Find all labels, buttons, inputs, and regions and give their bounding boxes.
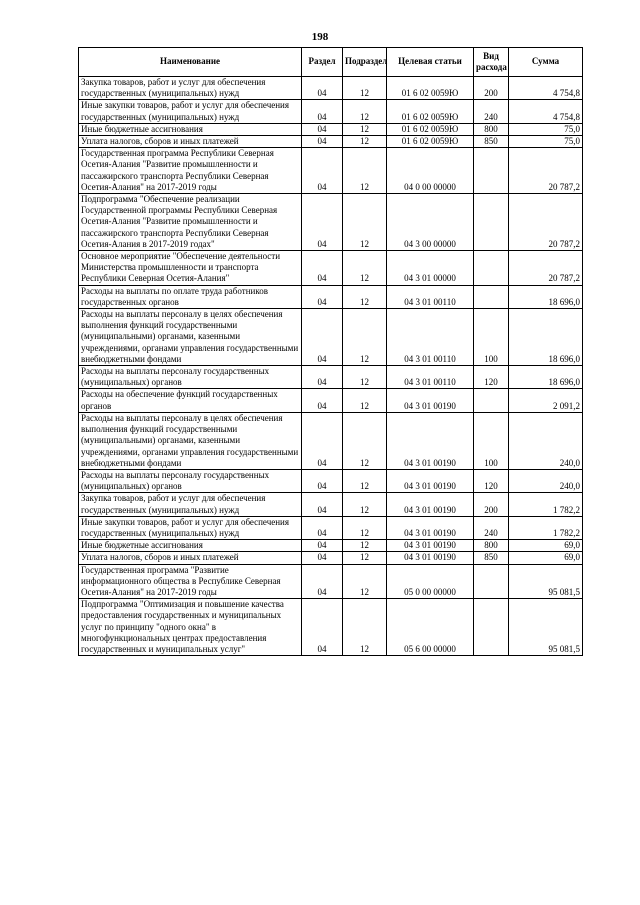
table-row [79, 77, 583, 100]
cell-name: Государственная программа Республики Северная Осетия-Алания "Развитие промышленности и пассажирского транспорта Республики Северная Осетия-Алания" на 2017-2019 годы [79, 148, 302, 194]
cell-section: 04 [302, 285, 343, 308]
cell-type: 120 [474, 469, 509, 492]
cell-subsection: 12 [343, 77, 387, 100]
table-header-row [79, 48, 583, 77]
cell-type: 850 [474, 136, 509, 148]
table-row [79, 564, 583, 599]
header-section: Раздел [302, 48, 343, 77]
cell-name: Расходы на выплаты по оплате труда работников государственных органов [79, 285, 302, 308]
cell-subsection: 12 [343, 599, 387, 656]
cell-target: 04 3 01 00190 [387, 412, 474, 469]
cell-subsection: 12 [343, 309, 387, 366]
cell-subsection: 12 [343, 564, 387, 599]
cell-section: 04 [302, 493, 343, 516]
cell-section: 04 [302, 564, 343, 599]
cell-sum: 240,0 [509, 412, 583, 469]
cell-type: 850 [474, 552, 509, 564]
cell-sum: 69,0 [509, 540, 583, 552]
header-subsection: Подраздел [343, 48, 387, 77]
cell-type: 240 [474, 516, 509, 539]
cell-sum: 240,0 [509, 469, 583, 492]
cell-type [474, 285, 509, 308]
table-row [79, 251, 583, 286]
cell-sum: 4 754,8 [509, 100, 583, 123]
cell-subsection: 12 [343, 251, 387, 286]
cell-target: 01 6 02 0059Ю [387, 77, 474, 100]
cell-sum: 95 081,5 [509, 564, 583, 599]
cell-target: 05 0 00 00000 [387, 564, 474, 599]
table-row [79, 412, 583, 469]
cell-target: 05 6 00 00000 [387, 599, 474, 656]
table-row [79, 493, 583, 516]
cell-name: Расходы на обеспечение функций государственных органов [79, 389, 302, 412]
cell-target: 04 3 00 00000 [387, 194, 474, 251]
table-row [79, 540, 583, 552]
cell-type: 800 [474, 123, 509, 135]
cell-type [474, 148, 509, 194]
cell-type: 100 [474, 412, 509, 469]
cell-sum: 1 782,2 [509, 493, 583, 516]
cell-target: 04 3 01 00190 [387, 552, 474, 564]
cell-target: 04 0 00 00000 [387, 148, 474, 194]
cell-sum: 18 696,0 [509, 285, 583, 308]
cell-section: 04 [302, 309, 343, 366]
table-row [79, 366, 583, 389]
cell-target: 01 6 02 0059Ю [387, 136, 474, 148]
cell-sum: 20 787,2 [509, 194, 583, 251]
cell-section: 04 [302, 412, 343, 469]
cell-sum: 18 696,0 [509, 366, 583, 389]
cell-section: 04 [302, 366, 343, 389]
cell-target: 04 3 01 00110 [387, 285, 474, 308]
table-row [79, 309, 583, 366]
page-number: 198 [311, 31, 329, 43]
table-row [79, 136, 583, 148]
cell-section: 04 [302, 251, 343, 286]
table-row [79, 516, 583, 539]
cell-sum: 18 696,0 [509, 309, 583, 366]
cell-sum: 20 787,2 [509, 251, 583, 286]
cell-name: Расходы на выплаты персоналу в целях обеспечения выполнения функций государственными (муниципальными) органами, казенными учреждениями, органами управления государственными внебюджетными фондами [79, 412, 302, 469]
cell-sum: 4 754,8 [509, 77, 583, 100]
cell-subsection: 12 [343, 366, 387, 389]
table-row [79, 123, 583, 135]
cell-name: Расходы на выплаты персоналу государственных (муниципальных) органов [79, 366, 302, 389]
cell-target: 01 6 02 0059Ю [387, 123, 474, 135]
cell-name: Иные бюджетные ассигнования [79, 123, 302, 135]
cell-name: Основное мероприятие "Обеспечение деятельности Министерства промышленности и транспорта Республики Северная Осетия-Алания" [79, 251, 302, 286]
table-row [79, 552, 583, 564]
cell-subsection: 12 [343, 540, 387, 552]
cell-name: Уплата налогов, сборов и иных платежей [79, 552, 302, 564]
cell-sum: 1 782,2 [509, 516, 583, 539]
cell-section: 04 [302, 77, 343, 100]
cell-section: 04 [302, 194, 343, 251]
cell-name: Иные закупки товаров, работ и услуг для обеспечения государственных (муниципальных) нужд [79, 100, 302, 123]
cell-section: 04 [302, 516, 343, 539]
cell-subsection: 12 [343, 552, 387, 564]
cell-subsection: 12 [343, 123, 387, 135]
cell-section: 04 [302, 100, 343, 123]
cell-name: Иные бюджетные ассигнования [79, 540, 302, 552]
cell-subsection: 12 [343, 493, 387, 516]
cell-type [474, 564, 509, 599]
cell-name: Государственная программа "Развитие информационного общества в Республике Северная Осетия-Алания" на 2017-2019 годы [79, 564, 302, 599]
cell-name: Иные закупки товаров, работ и услуг для обеспечения государственных (муниципальных) нужд [79, 516, 302, 539]
cell-target: 04 3 01 00110 [387, 309, 474, 366]
cell-target: 04 3 01 00190 [387, 493, 474, 516]
cell-name: Расходы на выплаты персоналу государственных (муниципальных) органов [79, 469, 302, 492]
table-row [79, 100, 583, 123]
cell-type: 120 [474, 366, 509, 389]
cell-name: Подпрограмма "Обеспечение реализации Государственной программы Республики Северная Осетия-Алания "Развитие промышленности и пассажирского транспорта Республики Северная Осетия-Алания в 2017-2019 годах" [79, 194, 302, 251]
table-row [79, 194, 583, 251]
cell-name: Расходы на выплаты персоналу в целях обеспечения выполнения функций государственными (муниципальными) органами, казенными учреждениями, органами управления государственными внебюджетными фондами [79, 309, 302, 366]
header-sum: Сумма [509, 48, 583, 77]
cell-sum: 95 081,5 [509, 599, 583, 656]
cell-target: 04 3 01 00000 [387, 251, 474, 286]
cell-subsection: 12 [343, 412, 387, 469]
cell-type: 200 [474, 77, 509, 100]
cell-subsection: 12 [343, 469, 387, 492]
header-name: Наименование [79, 48, 302, 77]
table-row [79, 285, 583, 308]
cell-section: 04 [302, 599, 343, 656]
cell-sum: 20 787,2 [509, 148, 583, 194]
cell-section: 04 [302, 136, 343, 148]
cell-section: 04 [302, 552, 343, 564]
cell-subsection: 12 [343, 516, 387, 539]
cell-type: 240 [474, 100, 509, 123]
cell-subsection: 12 [343, 285, 387, 308]
cell-type [474, 389, 509, 412]
table-row [79, 389, 583, 412]
cell-type: 800 [474, 540, 509, 552]
cell-name: Подпрограмма "Оптимизация и повышение качества предоставления государственных и муниципальных услуг по принципу "одного окна" в многофункциональных центрах предоставления государственных и муниципальных услуг" [79, 599, 302, 656]
cell-type: 200 [474, 493, 509, 516]
cell-subsection: 12 [343, 136, 387, 148]
cell-type: 100 [474, 309, 509, 366]
cell-target: 04 3 01 00190 [387, 469, 474, 492]
cell-section: 04 [302, 148, 343, 194]
cell-subsection: 12 [343, 389, 387, 412]
table-row [79, 148, 583, 194]
cell-type [474, 194, 509, 251]
cell-sum: 75,0 [509, 136, 583, 148]
cell-sum: 69,0 [509, 552, 583, 564]
cell-target: 04 3 01 00110 [387, 366, 474, 389]
header-type: Вид расхода [474, 48, 509, 77]
cell-subsection: 12 [343, 148, 387, 194]
cell-section: 04 [302, 123, 343, 135]
cell-type [474, 599, 509, 656]
cell-sum: 2 091,2 [509, 389, 583, 412]
cell-type [474, 251, 509, 286]
cell-section: 04 [302, 540, 343, 552]
cell-subsection: 12 [343, 100, 387, 123]
cell-target: 01 6 02 0059Ю [387, 100, 474, 123]
cell-section: 04 [302, 389, 343, 412]
cell-name: Закупка товаров, работ и услуг для обеспечения государственных (муниципальных) нужд [79, 493, 302, 516]
cell-target: 04 3 01 00190 [387, 516, 474, 539]
cell-target: 04 3 01 00190 [387, 389, 474, 412]
header-target: Целевая статьи [387, 48, 474, 77]
cell-name: Закупка товаров, работ и услуг для обеспечения государственных (муниципальных) нужд [79, 77, 302, 100]
cell-subsection: 12 [343, 194, 387, 251]
cell-sum: 75,0 [509, 123, 583, 135]
cell-name: Уплата налогов, сборов и иных платежей [79, 136, 302, 148]
cell-target: 04 3 01 00190 [387, 540, 474, 552]
table-row [79, 599, 583, 656]
cell-section: 04 [302, 469, 343, 492]
table-body [79, 77, 583, 656]
table-row [79, 469, 583, 492]
budget-table [78, 47, 583, 656]
